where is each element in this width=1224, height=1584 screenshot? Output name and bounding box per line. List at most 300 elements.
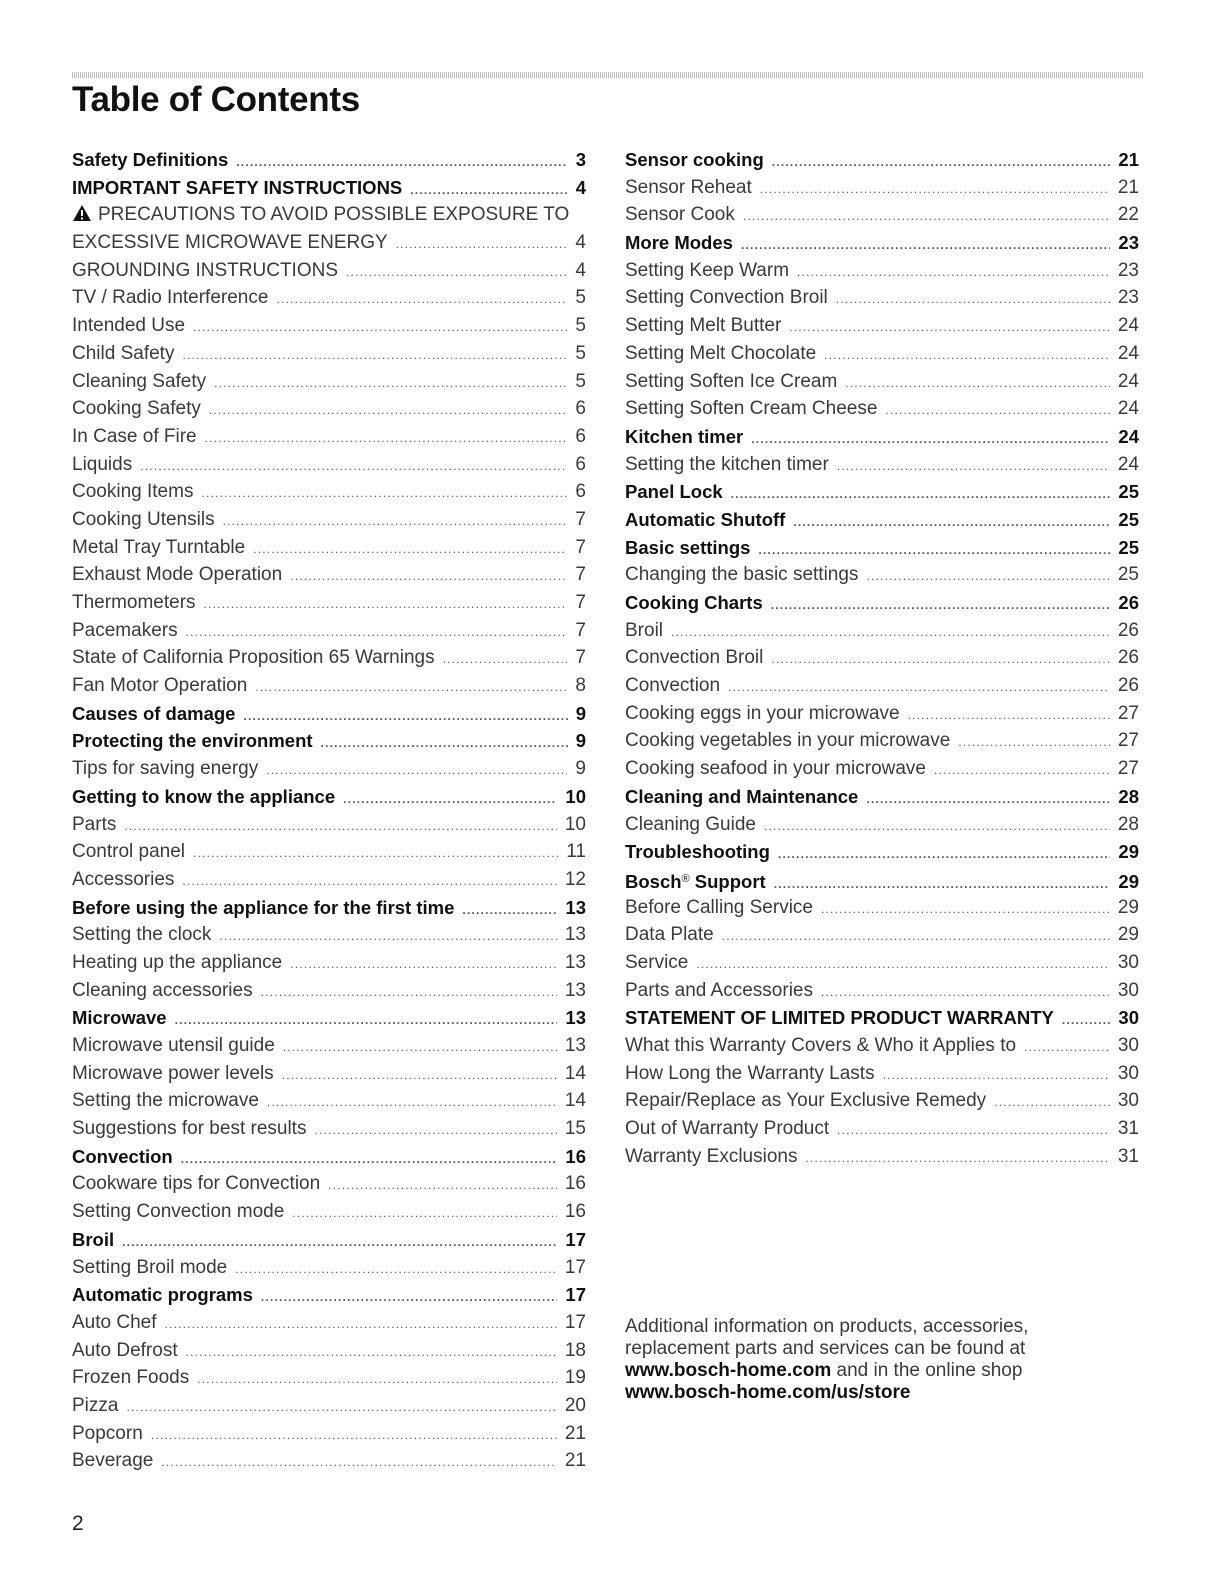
toc-page-number: 24 <box>1117 370 1139 392</box>
toc-entry-label: TV / Radio Interference <box>72 287 269 309</box>
toc-entry-grounding-instructions[interactable] <box>72 257 586 285</box>
dot-leader <box>261 1284 558 1312</box>
toc-entry-data-plate[interactable] <box>625 921 1139 949</box>
dot-leader <box>793 509 1110 537</box>
toc-entry-microwave-utensil-guide[interactable] <box>72 1032 586 1060</box>
dot-leader <box>908 702 1110 730</box>
toc-entry-label: Cooking Safety <box>72 398 201 420</box>
toc-entry-cleaning-guide[interactable] <box>625 811 1139 839</box>
toc-entry-cooking-eggs-in-your-microwave[interactable] <box>625 700 1139 728</box>
toc-page-number: 19 <box>564 1367 586 1389</box>
toc-entry-sensor-reheat[interactable] <box>625 174 1139 202</box>
toc-entry-cooking-charts[interactable] <box>625 589 1139 617</box>
toc-entry-protecting-the-environment[interactable] <box>72 727 586 755</box>
dot-leader <box>193 314 567 342</box>
toc-page-number: 27 <box>1117 702 1139 724</box>
toc-page-number: 21 <box>564 1422 586 1444</box>
toc-page-number: 23 <box>1118 232 1139 254</box>
store-link[interactable]: www.bosch-home.com/us/store <box>625 1382 911 1403</box>
toc-entry-more-modes[interactable] <box>625 229 1139 257</box>
toc-entry-control-panel[interactable] <box>72 838 586 866</box>
dot-leader <box>223 508 568 536</box>
precautions-line-1: PRECAUTIONS TO AVOID POSSIBLE EXPOSURE TO <box>72 201 586 229</box>
toc-entry-label: How Long the Warranty Lasts <box>625 1062 875 1084</box>
toc-page-number: 24 <box>1117 315 1139 337</box>
toc-entry-label: Setting Soften Cream Cheese <box>625 398 878 420</box>
toc-entry-convection[interactable] <box>72 1143 586 1171</box>
toc-entry-automatic-shutoff[interactable] <box>625 506 1139 534</box>
toc-entry-statement-of-limited-product-warranty[interactable] <box>625 1004 1139 1032</box>
toc-page-number: 17 <box>564 1256 586 1278</box>
dot-leader <box>283 1034 557 1062</box>
toc-page-number: 7 <box>575 647 586 669</box>
toc-page-number: 8 <box>575 675 586 697</box>
dot-leader <box>261 979 557 1007</box>
toc-entry-label: Thermometers <box>72 592 196 614</box>
toc-entry-label: Popcorn <box>72 1422 143 1444</box>
header-rule <box>72 72 1144 78</box>
toc-page-number: 11 <box>566 841 586 863</box>
toc-entry-setting-melt-butter[interactable] <box>625 312 1139 340</box>
toc-entry-label: Heating up the appliance <box>72 951 283 973</box>
toc-entry-out-of-warranty-product[interactable] <box>625 1115 1139 1143</box>
toc-entry-automatic-programs[interactable] <box>72 1281 586 1309</box>
toc-entry-label: Broil <box>625 619 664 641</box>
dot-leader <box>321 730 568 758</box>
toc-entry-popcorn[interactable] <box>72 1420 586 1448</box>
toc-page-number: 22 <box>1117 204 1139 226</box>
toc-entry-liquids[interactable] <box>72 451 586 479</box>
toc-entry-causes-of-damage[interactable] <box>72 700 586 728</box>
toc-page-number: 31 <box>1117 1145 1139 1167</box>
toc-entry-before-using-the-appliance-for-the-first-time[interactable] <box>72 894 586 922</box>
toc-entry-tv-radio-interference[interactable] <box>72 284 586 312</box>
toc-page-number: 17 <box>565 1284 586 1306</box>
dot-leader <box>885 397 1109 425</box>
toc-entry-label: Automatic programs <box>72 1284 253 1306</box>
dot-leader <box>126 1394 556 1422</box>
toc-entry-cooking-vegetables-in-your-microwave[interactable] <box>625 727 1139 755</box>
toc-entry-label: Control panel <box>72 841 186 863</box>
dot-leader <box>255 674 567 702</box>
toc-entry-label: Automatic Shutoff <box>625 508 786 530</box>
toc-entry-label: Before using the appliance for the first time <box>72 896 455 918</box>
dot-leader <box>728 674 1110 702</box>
toc-page-number: 6 <box>575 398 586 420</box>
toc-entry-label: Frozen Foods <box>72 1367 190 1389</box>
toc-page-number: 9 <box>575 730 586 752</box>
toc-page-number: 30 <box>1117 1035 1139 1056</box>
toc-entry-label: Accessories <box>72 868 175 890</box>
toc-entry-convection-broil[interactable] <box>625 644 1139 672</box>
toc-entry-setting-the-kitchen-timer[interactable] <box>625 451 1139 479</box>
toc-page-number: 14 <box>564 1062 586 1084</box>
toc-page-number: 30 <box>1117 979 1139 1001</box>
toc-entry-label: Kitchen timer <box>625 425 744 447</box>
dot-leader <box>696 951 1110 979</box>
dot-leader <box>741 232 1110 260</box>
toc-entry-label: Panel Lock <box>625 481 723 503</box>
toc-entry-label: Liquids <box>72 453 133 475</box>
dot-leader <box>805 1145 1109 1173</box>
toc-page-number: 17 <box>564 1311 586 1333</box>
toc-entry-repair-replace-as-your-exclusive-remedy[interactable] <box>625 1087 1139 1115</box>
toc-page-number: 26 <box>1117 619 1139 641</box>
toc-page-number: 7 <box>575 536 586 558</box>
toc-entry-label: Data Plate <box>625 924 714 946</box>
toc-entry-auto-defrost[interactable] <box>72 1337 586 1365</box>
toc-entry-label: GROUNDING INSTRUCTIONS <box>72 259 338 281</box>
toc-entry-label: Suggestions for best results <box>72 1118 307 1140</box>
toc-entry-metal-tray-turntable[interactable] <box>72 534 586 562</box>
toc-entry-label: Metal Tray Turntable <box>72 536 246 558</box>
toc-entry-getting-to-know-the-appliance[interactable] <box>72 783 586 811</box>
dot-leader <box>797 259 1110 287</box>
dot-leader <box>778 841 1111 869</box>
toc-entry-broil[interactable] <box>625 617 1139 645</box>
toc-right-column <box>625 146 1139 1170</box>
toc-entry-service[interactable] <box>625 949 1139 977</box>
toc-entry-setting-keep-warm[interactable] <box>625 257 1139 285</box>
dot-leader <box>205 425 568 453</box>
dot-leader <box>1062 1007 1111 1035</box>
toc-entry-label: Microwave utensil guide <box>72 1035 275 1057</box>
toc-page-number: 26 <box>1117 647 1139 669</box>
toc-page-number: 23 <box>1117 287 1139 309</box>
toc-entry-suggestions-for-best-results[interactable] <box>72 1115 586 1143</box>
toc-entry-cooking-items[interactable] <box>72 478 586 506</box>
toc-entry-label: Cooking seafood in your microwave <box>625 758 926 780</box>
toc-entry-accessories[interactable] <box>72 866 586 894</box>
dot-leader <box>292 1200 557 1228</box>
dot-leader <box>181 1146 558 1174</box>
website-link[interactable]: www.bosch-home.com <box>625 1360 832 1381</box>
toc-entry-cooking-seafood-in-your-microwave[interactable] <box>625 755 1139 783</box>
toc-page-number: 3 <box>575 149 586 170</box>
toc-entry-safety-definitions[interactable] <box>72 146 586 174</box>
dot-leader <box>235 1256 557 1284</box>
toc-entry-parts-and-accessories[interactable] <box>625 977 1139 1005</box>
toc-entry-important-safety-instructions[interactable] <box>72 174 586 202</box>
toc-entry-setting-soften-ice-cream[interactable] <box>625 368 1139 396</box>
dot-leader <box>290 951 557 979</box>
toc-entry-label: What this Warranty Covers & Who it Applies to <box>625 1035 1017 1056</box>
dot-leader <box>122 1229 557 1257</box>
toc-page-number: 5 <box>575 370 586 392</box>
dot-leader <box>760 176 1110 204</box>
toc-page-number: 23 <box>1117 259 1139 281</box>
dot-leader <box>282 1062 557 1090</box>
toc-entry-label: Convection Broil <box>625 647 764 669</box>
toc-entry-label: Intended Use <box>72 315 186 337</box>
toc-entry-pacemakers[interactable] <box>72 617 586 645</box>
dot-leader <box>165 1311 557 1339</box>
toc-entry-precautions-microwave-energy[interactable] <box>72 201 586 256</box>
toc-entry-cleaning-safety[interactable] <box>72 368 586 396</box>
dot-leader <box>175 1007 558 1035</box>
toc-entry-label: Pizza <box>72 1394 119 1416</box>
toc-entry-label: Convection <box>72 1145 173 1167</box>
toc-page-number: 25 <box>1118 508 1139 530</box>
dot-leader <box>267 1089 557 1117</box>
toc-entry-intended-use[interactable] <box>72 312 586 340</box>
dot-leader <box>346 259 567 287</box>
toc-entry-cleaning-accessories[interactable] <box>72 977 586 1005</box>
toc-entry-child-safety[interactable] <box>72 340 586 368</box>
dot-leader <box>186 1339 557 1367</box>
toc-entry-label: Broil <box>72 1228 115 1250</box>
toc-page-number: 30 <box>1117 1062 1139 1084</box>
toc-page-number: 24 <box>1117 453 1139 475</box>
dot-leader <box>1024 1034 1110 1062</box>
info-text-2: and in the online shop <box>836 1360 1023 1381</box>
toc-page-number: 13 <box>565 1007 586 1029</box>
dot-leader <box>824 342 1110 370</box>
dot-leader <box>883 1062 1110 1090</box>
dot-leader <box>462 897 557 925</box>
dot-leader <box>821 896 1110 924</box>
toc-entry-label: Cooking Charts <box>625 592 763 613</box>
toc-entry-label: Service <box>625 951 689 973</box>
toc-entry-label: Cooking vegetables in your microwave <box>625 730 951 752</box>
toc-page-number: 29 <box>1118 841 1139 863</box>
toc-entry-in-case-of-fire[interactable] <box>72 423 586 451</box>
toc-entry-label: Cooking Items <box>72 481 194 503</box>
dot-leader <box>193 840 558 868</box>
toc-entry-label: Cleaning Guide <box>625 813 756 835</box>
toc-page-number: 7 <box>575 564 586 586</box>
toc-entry-label: Safety Definitions <box>72 149 229 170</box>
toc-page-number: 9 <box>575 702 586 724</box>
toc-entry-label: Warranty Exclusions <box>625 1145 798 1167</box>
toc-page-number: 6 <box>575 453 586 475</box>
dot-leader <box>764 813 1110 841</box>
toc-entry-label: Setting Melt Chocolate <box>625 342 817 364</box>
dot-leader <box>743 203 1110 231</box>
toc-entry-label: Causes of damage <box>72 702 236 724</box>
toc-entry-label: Getting to know the appliance <box>72 785 336 807</box>
toc-page-number: 10 <box>565 785 586 807</box>
dot-leader <box>771 592 1111 620</box>
dot-leader <box>219 923 556 951</box>
toc-entry-how-long-the-warranty-lasts[interactable] <box>625 1060 1139 1088</box>
toc-entry-convection[interactable] <box>625 672 1139 700</box>
toc-page-number: 27 <box>1117 730 1139 752</box>
toc-entry-label: Cleaning and Maintenance <box>625 785 859 807</box>
toc-entry-kitchen-timer[interactable] <box>625 423 1139 451</box>
toc-entry-microwave-power-levels[interactable] <box>72 1060 586 1088</box>
dot-leader <box>866 563 1109 591</box>
toc-entry-label: Auto Defrost <box>72 1339 178 1361</box>
dot-leader <box>994 1089 1110 1117</box>
toc-entry-label: Microwave power levels <box>72 1062 274 1084</box>
toc-page-number: 24 <box>1117 398 1139 420</box>
dot-leader <box>140 453 567 481</box>
toc-entry-setting-melt-chocolate[interactable] <box>625 340 1139 368</box>
toc-entry-label: Setting the microwave <box>72 1090 259 1112</box>
dot-leader <box>214 370 567 398</box>
toc-entry-broil[interactable] <box>72 1226 586 1254</box>
toc-entry-setting-the-clock[interactable] <box>72 921 586 949</box>
toc-entry-changing-the-basic-settings[interactable] <box>625 561 1139 589</box>
toc-entry-label: Setting Broil mode <box>72 1256 228 1278</box>
toc-entry-what-this-warranty-covers-who-it-applies-to[interactable] <box>625 1032 1139 1060</box>
toc-entry-exhaust-mode-operation[interactable] <box>72 561 586 589</box>
toc-page-number: 21 <box>1117 176 1139 198</box>
toc-entry-label: Parts and Accessories <box>625 979 813 1001</box>
toc-entry-beverage[interactable] <box>72 1447 586 1475</box>
precautions-line-2: EXCESSIVE MICROWAVE ENERGY ..... 4 <box>72 229 586 257</box>
toc-page-number: 24 <box>1117 342 1139 364</box>
toc-entry-state-of-california-proposition-65-warnings[interactable] <box>72 644 586 672</box>
toc-entry-label: Cooking eggs in your microwave <box>625 702 900 724</box>
toc-entry-label: Bosch® Support <box>625 870 766 892</box>
toc-page-number: 14 <box>564 1090 586 1112</box>
dot-leader <box>771 646 1110 674</box>
toc-page-number: 10 <box>564 813 586 835</box>
dot-leader <box>837 1117 1110 1145</box>
toc-entry-heating-up-the-appliance[interactable] <box>72 949 586 977</box>
toc-entry-label: Sensor cooking <box>625 149 764 170</box>
toc-entry-microwave[interactable] <box>72 1004 586 1032</box>
dot-leader <box>731 481 1111 509</box>
dot-leader <box>758 537 1110 565</box>
dot-leader <box>789 314 1110 342</box>
toc-entry-label: Repair/Replace as Your Exclusive Remedy <box>625 1090 987 1112</box>
dot-leader <box>236 149 567 177</box>
toc-entry-label: Beverage <box>72 1450 154 1472</box>
dot-leader <box>182 868 556 896</box>
toc-entry-thermometers[interactable] <box>72 589 586 617</box>
toc-page-number: 25 <box>1118 536 1139 558</box>
toc-page-number: 13 <box>565 896 586 918</box>
toc-page-number: 13 <box>564 979 586 1001</box>
toc-entry-fan-motor-operation[interactable] <box>72 672 586 700</box>
toc-entry-sensor-cooking[interactable] <box>625 146 1139 174</box>
toc-page-number: 30 <box>1117 1090 1139 1112</box>
toc-page-number: 16 <box>564 1173 586 1195</box>
toc-page-number: 30 <box>1117 951 1139 973</box>
dot-leader <box>253 536 567 564</box>
toc-entry-label: Setting Soften Ice Cream <box>625 370 838 392</box>
toc-page-number: 28 <box>1117 813 1139 835</box>
toc-entry-sensor-cook[interactable] <box>625 201 1139 229</box>
toc-entry-setting-soften-cream-cheese[interactable] <box>625 395 1139 423</box>
dot-leader <box>204 591 568 619</box>
dot-leader <box>276 286 567 314</box>
toc-entry-auto-chef[interactable] <box>72 1309 586 1337</box>
toc-entry-label: Cookware tips for Convection <box>72 1173 321 1195</box>
page-number: 2 <box>72 1512 84 1535</box>
toc-entry-setting-broil-mode[interactable] <box>72 1254 586 1282</box>
toc-page-number: 4 <box>575 232 586 254</box>
toc-entry-label: Basic settings <box>625 536 751 558</box>
toc-entry-panel-lock[interactable] <box>625 478 1139 506</box>
toc-entry-label: Tips for saving energy <box>72 758 259 780</box>
toc-entry-basic-settings[interactable] <box>625 534 1139 562</box>
dot-leader <box>958 729 1110 757</box>
toc-entry-cooking-safety[interactable] <box>72 395 586 423</box>
dot-leader <box>197 1366 557 1394</box>
dot-leader <box>243 703 567 731</box>
toc-entry-label: In Case of Fire <box>72 425 197 447</box>
dot-leader <box>866 786 1110 814</box>
toc-entry-label: Cooking Utensils <box>72 508 215 530</box>
toc-entry-cleaning-and-maintenance[interactable] <box>625 783 1139 811</box>
toc-page-number: 29 <box>1118 870 1139 892</box>
toc-entry-label: Convection <box>625 675 721 697</box>
toc-page-number: 21 <box>564 1450 586 1472</box>
dot-leader <box>722 923 1110 951</box>
toc-entry-label: Sensor Cook <box>625 204 735 226</box>
toc-page-number: 9 <box>575 758 586 780</box>
dot-leader <box>845 370 1110 398</box>
toc-page-number: 13 <box>564 1035 586 1057</box>
dot-leader <box>751 426 1110 454</box>
toc-entry-label: Auto Chef <box>72 1311 157 1333</box>
toc-page-number: 27 <box>1117 758 1139 780</box>
toc-page-number: 6 <box>575 481 586 503</box>
dot-leader <box>328 1172 557 1200</box>
toc-entry-label: Setting the kitchen timer <box>625 453 829 475</box>
toc-entry-parts[interactable] <box>72 811 586 839</box>
toc-page-number: 12 <box>564 868 586 890</box>
toc-entry-label: Protecting the environment <box>72 730 313 752</box>
toc-entry-cookware-tips-for-convection[interactable] <box>72 1170 586 1198</box>
toc-page-number: 5 <box>575 287 586 309</box>
toc-entry-tips-for-saving-energy[interactable] <box>72 755 586 783</box>
toc-page-number: 7 <box>575 508 586 530</box>
toc-entry-label: IMPORTANT SAFETY INSTRUCTIONS <box>72 176 403 198</box>
toc-entry-label: State of California Proposition 65 Warnings <box>72 647 435 669</box>
toc-entry-label: More Modes <box>625 232 733 254</box>
dot-leader <box>186 619 568 647</box>
toc-entry-label: Sensor Reheat <box>625 176 752 198</box>
dot-leader <box>836 286 1110 314</box>
toc-entry-setting-the-microwave[interactable] <box>72 1087 586 1115</box>
dot-leader <box>396 231 568 259</box>
dot-leader <box>671 619 1110 647</box>
dot-leader <box>410 177 567 205</box>
info-text-1: Additional information on products, accessories, replacement parts and services can be found at <box>625 1316 1029 1359</box>
toc-page-number: 18 <box>564 1339 586 1361</box>
toc-page-number: 25 <box>1117 564 1139 586</box>
toc-entry-bosch-support[interactable] <box>625 866 1139 894</box>
warning-triangle-icon <box>72 204 92 222</box>
toc-entry-setting-convection-mode[interactable] <box>72 1198 586 1226</box>
toc-entry-frozen-foods[interactable] <box>72 1364 586 1392</box>
toc-page-number: 5 <box>575 342 586 364</box>
toc-page-number: 7 <box>575 619 586 641</box>
toc-entry-warranty-exclusions[interactable] <box>625 1143 1139 1171</box>
dot-leader <box>774 871 1111 899</box>
toc-page-number: 25 <box>1118 481 1139 503</box>
toc-page-number: 5 <box>575 315 586 337</box>
toc-page-number: 26 <box>1118 592 1139 613</box>
dot-leader <box>209 397 568 425</box>
toc-entry-before-calling-service[interactable] <box>625 894 1139 922</box>
toc-entry-label: Fan Motor Operation <box>72 675 248 697</box>
toc-page-number: 31 <box>1117 1118 1139 1140</box>
dot-leader <box>837 453 1110 481</box>
toc-entry-troubleshooting[interactable] <box>625 838 1139 866</box>
toc-entry-setting-convection-broil[interactable] <box>625 284 1139 312</box>
toc-entry-cooking-utensils[interactable] <box>72 506 586 534</box>
toc-page-number: 16 <box>564 1201 586 1223</box>
toc-entry-label: Setting the clock <box>72 924 212 946</box>
toc-entry-pizza[interactable] <box>72 1392 586 1420</box>
dot-leader <box>182 342 567 370</box>
